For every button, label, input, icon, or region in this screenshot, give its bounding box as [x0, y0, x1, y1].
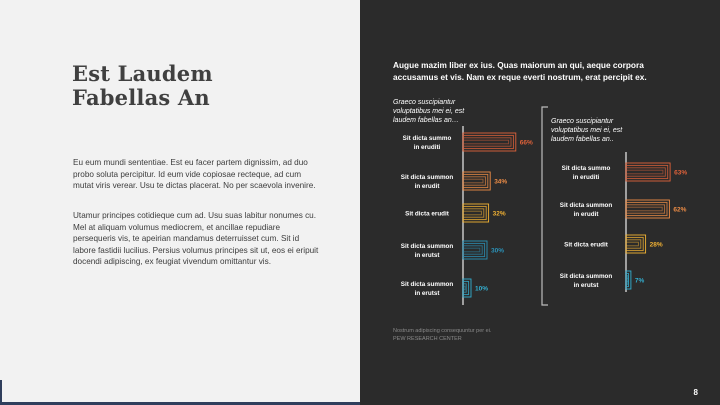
bar-outline	[463, 177, 485, 185]
category-label	[560, 273, 613, 289]
category-label-line: Sit dicta summon	[400, 281, 454, 288]
value-label: 66%	[519, 139, 533, 147]
category-label	[560, 202, 613, 218]
bar-outline	[626, 205, 665, 213]
bar-outline	[463, 246, 482, 254]
value-label: 34%	[494, 178, 508, 186]
category-label-line: in eruditi	[572, 174, 600, 181]
chart-headline: Augue mazim liber ex ius. Quas maiorum an qui, aeque corpora accusamus et vis. Nam ex reque everti nostrum, erat percipit ex.	[393, 60, 647, 82]
value-label: 30%	[491, 247, 505, 255]
chart-subtitle-line: Graeco suscipiantur	[551, 118, 614, 125]
value-label: 63%	[674, 169, 688, 177]
bar	[463, 241, 487, 259]
value-label: 32%	[492, 210, 506, 218]
category-label-line: in erudit	[573, 211, 599, 218]
bar	[626, 163, 670, 181]
bar-outline	[463, 209, 484, 217]
page-number: 8	[693, 388, 698, 397]
category-label	[401, 281, 454, 297]
category-label-line: Sit dicta summo	[402, 135, 452, 142]
category-label-line: in erutst	[573, 282, 599, 289]
category-label	[403, 135, 452, 151]
category-label-line: in eruditi	[413, 144, 441, 151]
category-label-line: Sit dicta summon	[400, 174, 454, 181]
category-label-line: Sit dicta erudit	[564, 241, 608, 249]
chart-subtitle	[551, 118, 623, 143]
value-label: 7%	[634, 277, 645, 285]
bar-outline	[463, 211, 481, 215]
chart-subtitle-line: voluptatibus mei ei, est	[551, 127, 623, 134]
bar-outline	[463, 138, 511, 146]
bar-outline	[463, 179, 483, 183]
chart-subtitle-line: Graeco suscipiantur	[393, 99, 456, 106]
bar-outline	[463, 286, 465, 290]
bar-outline	[626, 170, 663, 174]
title-line-1: Est Laudem	[72, 61, 213, 86]
bar-outline	[463, 140, 509, 144]
body-paragraph-1: Eu eum mundi sententiae. Est eu facer partem dignissim, ad duo probo soluta percipitur. Id eum vide copiosae recteque, ad cum mutat viris verear. Usu te dictas placerat. No per scaevola invenire.	[73, 158, 316, 191]
source-note: Nostrum adipiscing consequuntur per ei.	[393, 328, 492, 334]
chart-bracket	[542, 107, 548, 305]
bar	[463, 172, 490, 190]
category-label-line: Sit dicta summon	[559, 273, 613, 280]
category-label-line: Sit dicta summon	[400, 243, 454, 250]
category-label	[401, 174, 454, 190]
category-label	[564, 242, 609, 249]
chart-subtitle	[393, 99, 465, 124]
bar-outline	[626, 207, 662, 211]
value-label: 28%	[649, 241, 663, 249]
title-line-2: Fabellas An	[72, 85, 210, 110]
category-label	[562, 165, 611, 181]
bar-outline	[463, 248, 480, 252]
bar	[463, 204, 489, 222]
body-paragraph-2: Utamur principes cotidieque cum ad. Usu suas labitur nonumes cu. Mel at aliquam volumus mediocrem, et ancillae repudiare persequeris vis, te apeirian mandamus deterruisset cum. Sit id labore fastidii lucilius. Persius volumus principes sit ut, eos ei eripuit docendi adipiscing, ex feugiat vivendum omittantur vis.	[73, 211, 319, 267]
bar	[463, 133, 516, 151]
value-label: 10%	[475, 285, 489, 293]
category-label	[405, 211, 450, 218]
chart-1	[393, 99, 533, 305]
category-label-line: Sit dicta summo	[561, 165, 611, 172]
bar-outline	[626, 278, 628, 282]
bar	[626, 200, 669, 218]
bar-outline	[626, 242, 638, 246]
category-label-line: in erutst	[414, 290, 440, 297]
category-label-line: Sit dicta erudit	[405, 210, 449, 218]
bar	[626, 235, 646, 253]
bar	[463, 279, 471, 297]
source-org: PEW RESEARCH CENTER	[393, 336, 462, 342]
category-label	[401, 243, 454, 259]
chart-2	[542, 107, 687, 305]
category-label-line: in erudit	[414, 183, 440, 190]
chart-subtitle-line: laudem fabellas an…	[393, 117, 459, 124]
chart-subtitle-line: voluptatibus mei ei, est	[393, 108, 465, 115]
category-label-line: in erutst	[414, 252, 440, 259]
category-label-line: Sit dicta summon	[559, 202, 613, 209]
value-label: 62%	[673, 206, 687, 214]
chart-subtitle-line: laudem fabellas an..	[551, 136, 614, 143]
bar-outline	[626, 168, 665, 176]
